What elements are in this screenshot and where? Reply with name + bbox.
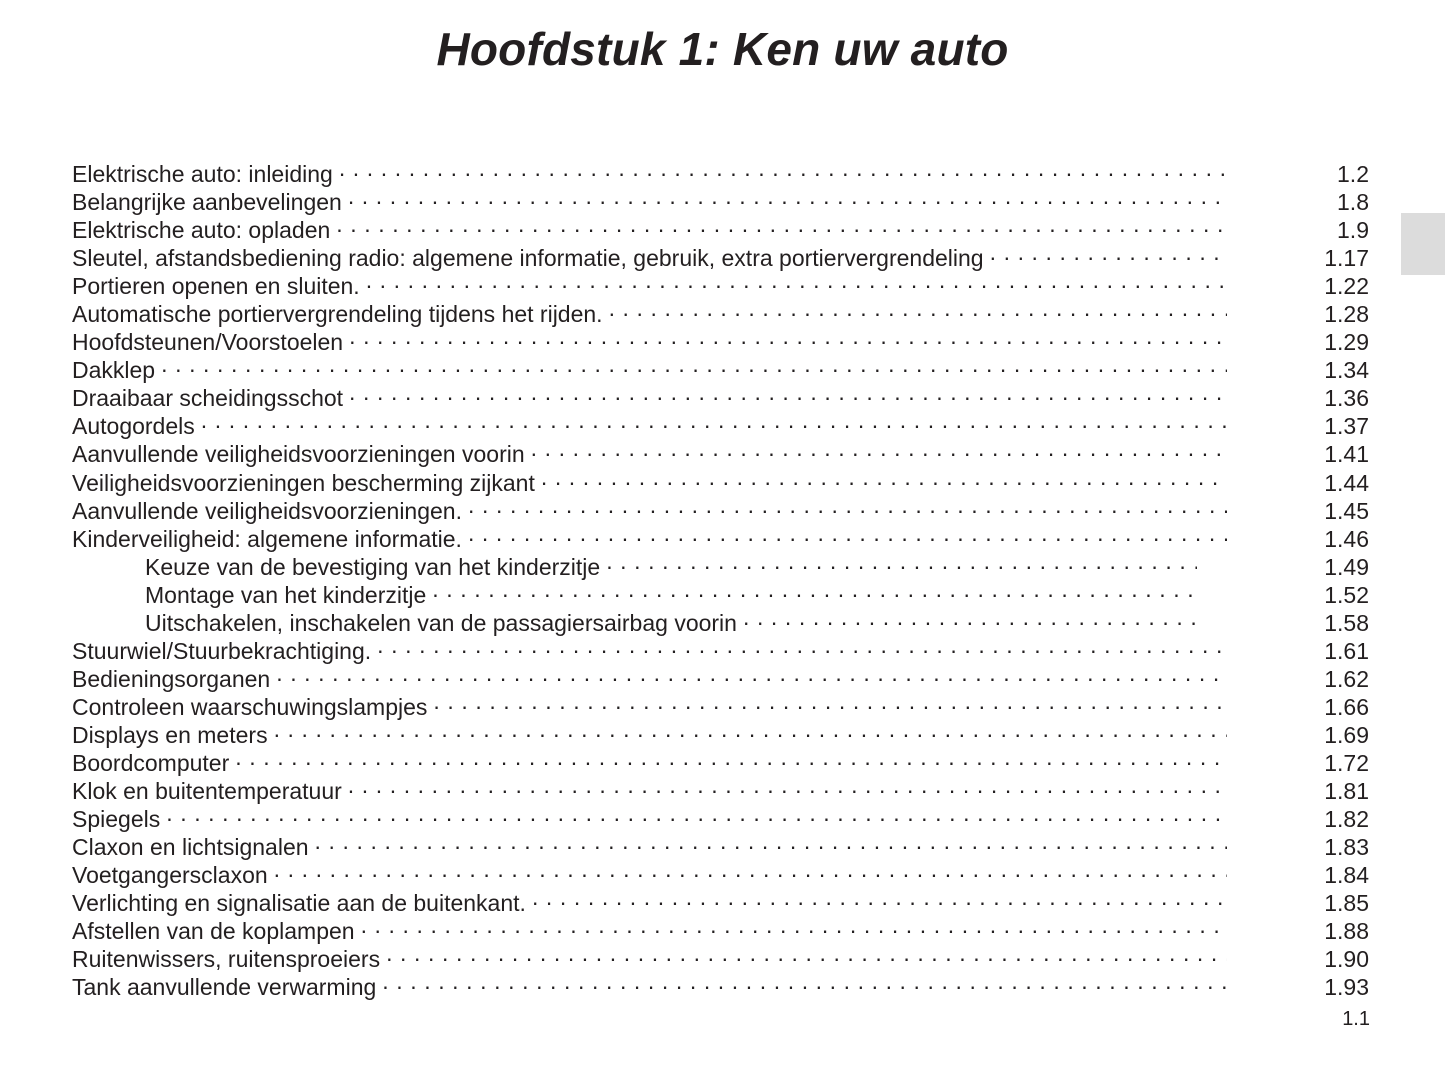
toc-entry-page: 1.82 <box>1324 806 1369 833</box>
toc-entry-page: 1.61 <box>1324 637 1369 664</box>
toc-entry-title: Bedieningsorganen <box>72 665 271 692</box>
dot-leader <box>737 603 1309 631</box>
toc-entry-title: Autogordels <box>72 413 195 440</box>
dot-leader <box>268 715 1309 743</box>
dot-leader <box>229 743 1309 771</box>
dot-leader <box>535 463 1309 491</box>
dot-leader <box>427 687 1309 715</box>
toc-entry-title: Sleutel, afstandsbediening radio: algemene informatie, gebruik, extra portiervergrendeling <box>72 245 984 272</box>
toc-entry-title: Elektrische auto: inleiding <box>72 161 333 187</box>
dot-leader <box>380 939 1309 967</box>
toc-entry-page: 1.83 <box>1324 834 1369 861</box>
toc-entry-title: Keuze van de bevestiging van het kinderzitje <box>145 553 601 580</box>
toc-entry-title: Draaibaar scheidingsschot <box>72 385 344 412</box>
toc-entry-title: Displays en meters <box>72 721 268 748</box>
toc-entry-page: 1.88 <box>1324 918 1369 945</box>
toc-entry-title: Automatische portiervergrendeling tijdens het rijden. <box>72 301 603 328</box>
toc-entry-page: 1.45 <box>1324 497 1369 524</box>
toc-entry-page: 1.9 <box>1337 217 1369 244</box>
toc-entry-page: 1.46 <box>1324 525 1369 552</box>
toc-entry-page: 1.29 <box>1324 329 1369 356</box>
toc-entry-title: Controleen waarschuwingslampjes <box>72 693 428 720</box>
toc-entry-page: 1.52 <box>1324 581 1369 608</box>
toc-entry-page: 1.49 <box>1324 553 1369 580</box>
toc-entry-page: 1.62 <box>1324 665 1369 692</box>
toc-entry-title: Veiligheidsvoorzieningen bescherming zijkant <box>72 469 535 496</box>
toc-entry[interactable] <box>72 154 1369 187</box>
toc-entry-title: Afstellen van de koplampen <box>72 918 355 945</box>
toc-entry[interactable] <box>72 378 1369 412</box>
toc-entry[interactable] <box>72 406 1369 440</box>
toc-entry-page: 1.81 <box>1324 778 1369 805</box>
toc-entry-title: Verlichting en signalisatie aan de buitenkant. <box>72 890 526 917</box>
dot-leader <box>155 350 1309 378</box>
toc-entry-title: Stuurwiel/Stuurbekrachtiging. <box>72 637 372 664</box>
page-number: 1.1 <box>1342 1008 1370 1030</box>
dot-leader <box>376 967 1309 995</box>
dot-leader <box>343 322 1309 350</box>
toc-entry-title: Voetgangersclaxon <box>72 862 268 889</box>
toc-entry-page: 1.44 <box>1324 469 1369 496</box>
dot-leader <box>603 294 1309 322</box>
toc-entry-title: Boordcomputer <box>72 749 230 776</box>
dot-leader <box>360 266 1309 294</box>
page-title: Hoofdstuk 1: Ken uw auto <box>436 23 1009 75</box>
toc-entry[interactable] <box>72 350 1369 384</box>
dot-leader <box>355 911 1309 939</box>
toc-entry-page: 1.72 <box>1324 749 1369 776</box>
toc-entry[interactable] <box>72 771 1369 805</box>
toc-entry-page: 1.17 <box>1324 245 1369 272</box>
toc-entry-page: 1.28 <box>1324 301 1369 328</box>
toc-entry-page: 1.66 <box>1324 693 1369 720</box>
toc-entry-page: 1.41 <box>1324 441 1369 468</box>
toc-entry-title: Spiegels <box>72 806 161 833</box>
toc-entry-title: Kinderveiligheid: algemene informatie. <box>72 525 462 552</box>
toc-entry-page: 1.90 <box>1324 946 1369 973</box>
toc-entry-page: 1.85 <box>1324 890 1369 917</box>
toc-entry-page: 1.84 <box>1324 862 1369 889</box>
dot-leader <box>160 799 1309 827</box>
dot-leader <box>330 210 1309 238</box>
toc-entry-title: Aanvullende veiligheidsvoorzieningen. <box>72 497 462 524</box>
dot-leader <box>525 434 1309 462</box>
dot-leader <box>371 631 1309 659</box>
toc-entry-title: Ruitenwissers, ruitensproeiers <box>72 946 381 973</box>
dot-leader <box>270 659 1309 687</box>
dot-leader <box>195 406 1309 434</box>
toc-entry-page: 1.2 <box>1337 161 1369 187</box>
toc-entry-page: 1.58 <box>1324 609 1369 636</box>
toc-entry-page: 1.37 <box>1324 413 1369 440</box>
toc-entry[interactable] <box>72 827 1369 861</box>
dot-leader <box>462 519 1309 547</box>
dot-leader <box>526 883 1309 911</box>
toc-entry[interactable] <box>72 743 1369 776</box>
toc-entry-title: Aanvullende veiligheidsvoorzieningen voorin <box>72 441 525 468</box>
chapter-side-tab <box>1401 213 1445 275</box>
toc-entry-title: Dakklep <box>72 357 156 384</box>
toc-entry-page: 1.8 <box>1337 189 1369 216</box>
toc-entry-title: Elektrische auto: opladen <box>72 217 331 244</box>
toc-entry-page: 1.34 <box>1324 357 1369 384</box>
toc-entry-title: Montage van het kinderzitje <box>145 581 427 608</box>
dot-leader <box>984 238 1309 266</box>
toc-entry-page: 1.36 <box>1324 385 1369 412</box>
toc-entry-title: Portieren openen en sluiten. <box>72 273 360 300</box>
toc-entry[interactable] <box>72 799 1369 833</box>
dot-leader <box>600 547 1309 575</box>
toc-entry-title: Klok en buitentemperatuur <box>72 778 342 805</box>
dot-leader <box>343 378 1309 406</box>
toc-entry-page: 1.22 <box>1324 273 1369 300</box>
dot-leader <box>426 575 1309 603</box>
toc-entry-page: 1.69 <box>1324 721 1369 748</box>
dot-leader <box>462 491 1309 519</box>
toc-entry-title: Tank aanvullende verwarming <box>72 974 377 1001</box>
dot-leader <box>342 182 1309 210</box>
dot-leader <box>268 855 1309 883</box>
table-of-contents <box>72 154 1369 1001</box>
toc-entry-title: Uitschakelen, inschakelen van de passagiersairbag voorin <box>145 609 737 636</box>
toc-entry-title: Hoofdsteunen/Voorstoelen <box>72 329 344 356</box>
toc-entry[interactable] <box>72 434 1369 468</box>
toc-entry-page: 1.93 <box>1324 974 1369 1001</box>
toc-entry-title: Claxon en lichtsignalen <box>72 834 309 861</box>
dot-leader <box>342 771 1309 799</box>
dot-leader <box>309 827 1309 855</box>
toc-entry-title: Belangrijke aanbevelingen <box>72 189 342 216</box>
dot-leader <box>333 154 1309 182</box>
